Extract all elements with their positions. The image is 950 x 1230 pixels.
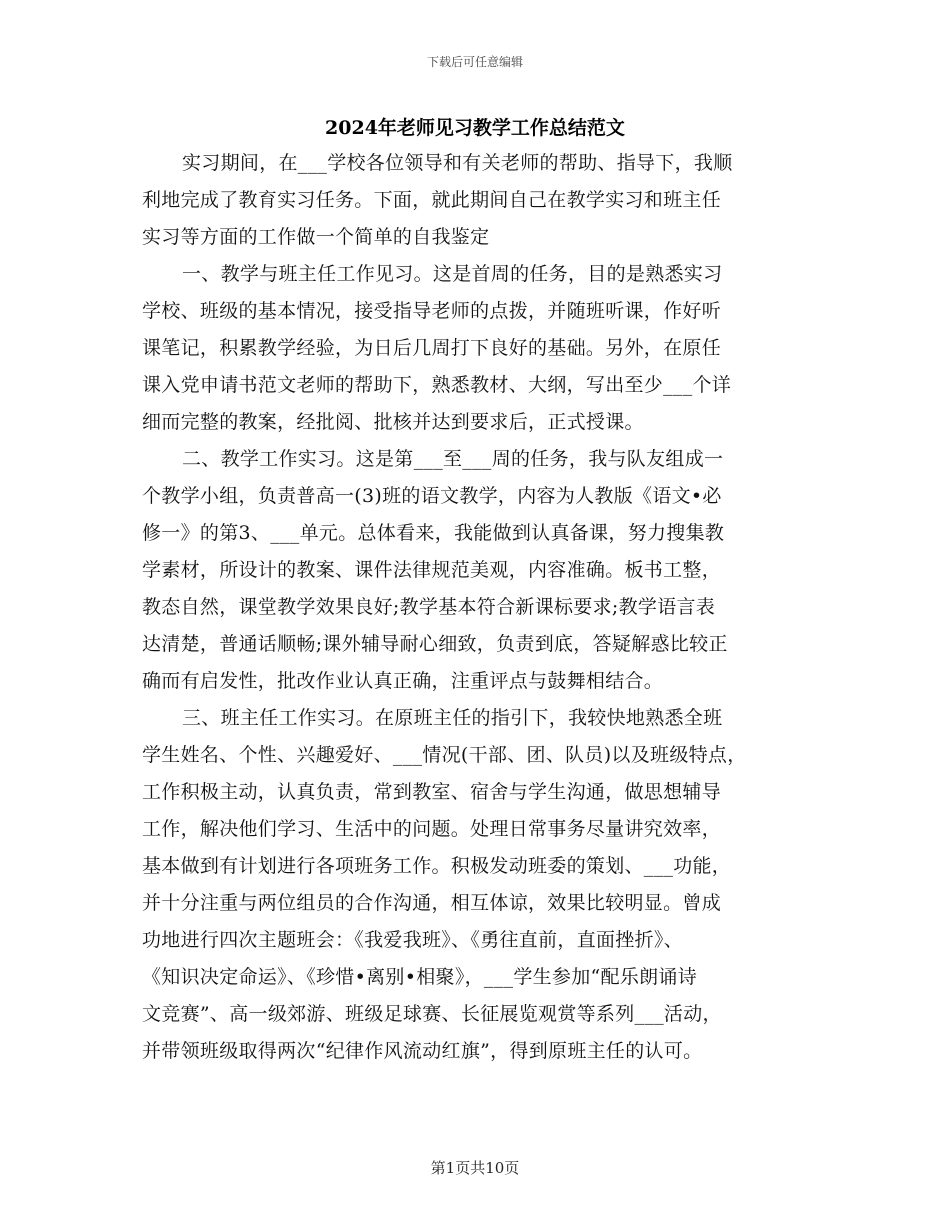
text-line: 课笔记，积累教学经验，为日后几周打下良好的基础。另外，在原任 [142, 337, 722, 359]
text-line: 课入党申请书范文老师的帮助下，熟悉教材、大纲，写出至少___个详 [142, 374, 732, 396]
text-line: 《知识决定命运》、《珍惜•离别•相聚》，___学生参加“配乐朗诵诗 [142, 966, 698, 988]
text-line: 并带领班级取得两次“纪律作风流动红旗”，得到原班主任的认可。 [142, 1040, 703, 1062]
text-line: 一、教学与班主任工作见习。这是首周的任务，目的是熟悉实习 [182, 263, 723, 285]
text-line: 利地完成了教育实习任务。下面，就此期间自己在教学实习和班主任 [142, 189, 722, 211]
text-line: 文竞赛”、高一级郊游、班级足球赛、长征展览观赏等系列___活动， [142, 1003, 722, 1025]
text-line: 实习期间，在___学校各位领导和有关老师的帮助、指导下，我顺 [182, 152, 733, 174]
text-line: 达清楚，普通话顺畅;课外辅导耐心细致，负责到底，答疑解惑比较正 [142, 633, 728, 655]
page-header: 下载后可任意编辑 [426, 55, 523, 69]
text-line: 基本做到有计划进行各项班务工作。积极发动班委的策划、___功能， [142, 855, 732, 877]
text-line: 教态自然，课堂教学效果良好;教学基本符合新课标要求;教学语言表 [142, 596, 716, 618]
text-line: 三、班主任工作实习。在原班主任的指引下，我较快地熟悉全班 [182, 707, 723, 729]
text-line: 并十分注重与两位组员的合作沟通，相互体谅，效果比较明显。曾成 [142, 892, 722, 914]
text-line: 细而完整的教案，经批阅、批核并达到要求后，正式授课。 [142, 411, 644, 433]
text-line: 二、教学工作实习。这是第___至___周的任务，我与队友组成一 [182, 448, 724, 470]
text-line: 个教学小组，负责普高一(3)班的语文教学，内容为人教版《语文•必 [142, 485, 722, 507]
text-line: 工作积极主动，认真负责，常到教室、宿舍与学生沟通，做思想辅导 [142, 781, 722, 803]
text-line: 学素材，所设计的教案、课件法律规范美观，内容准确。板书工整， [142, 559, 722, 581]
text-line: 学校、班级的基本情况，接受指导老师的点拨，并随班听课，作好听 [142, 300, 722, 322]
text-line: 学生姓名、个性、兴趣爱好、___情况(干部、团、队员)以及班级特点， [142, 744, 747, 766]
text-line: 实习等方面的工作做一个简单的自我鉴定 [142, 226, 490, 248]
text-line: 修一》的第3、___单元。总体看来，我能做到认真备课，努力搜集教 [142, 522, 725, 544]
text-line: 功地进行四次主题班会：《我爱我班》、《勇往直前，直面挫折》、 [142, 929, 684, 951]
document-title: 2024年老师见习教学工作总结范文 [325, 117, 625, 139]
text-line: 工作，解决他们学习、生活中的问题。处理日常事务尽量讲究效率， [142, 818, 722, 840]
page-footer: 第1页共10页 [430, 1159, 520, 1177]
text-line: 确而有启发性，批改作业认真正确，注重评点与鼓舞相结合。 [142, 670, 664, 692]
